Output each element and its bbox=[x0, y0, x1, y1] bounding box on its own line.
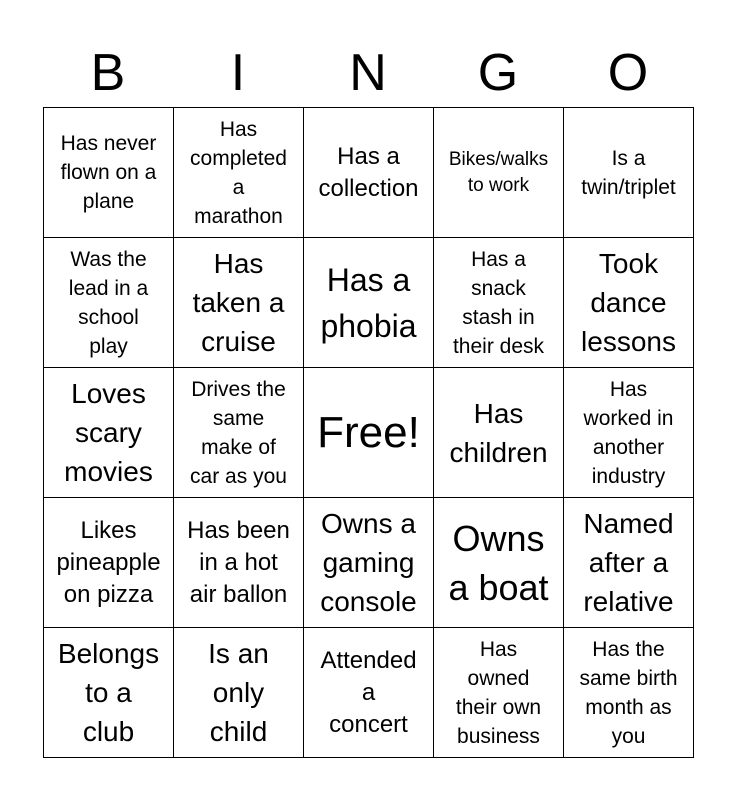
bingo-cell[interactable] bbox=[304, 498, 434, 628]
header-letter-n: N bbox=[349, 44, 387, 102]
cell-text: Has completed a marathon bbox=[190, 117, 287, 228]
bingo-cell[interactable] bbox=[434, 368, 564, 498]
bingo-cell[interactable] bbox=[564, 498, 694, 628]
cell-text: Bikes/walks to work bbox=[448, 148, 549, 196]
cell-text: Has children bbox=[449, 397, 548, 468]
free-space[interactable] bbox=[304, 368, 434, 498]
cell-text: Has taken a cruise bbox=[192, 248, 285, 357]
bingo-cell[interactable] bbox=[44, 498, 174, 628]
cell-text: Drives the same make of car as you bbox=[190, 377, 287, 488]
cell-text: Has owned their own business bbox=[455, 637, 542, 748]
bingo-cell[interactable] bbox=[174, 628, 304, 758]
cell-text: Was the lead in a school play bbox=[68, 247, 149, 358]
bingo-cell[interactable] bbox=[564, 238, 694, 368]
header-letter-g: G bbox=[477, 44, 519, 102]
bingo-cell[interactable] bbox=[44, 628, 174, 758]
bingo-cell[interactable] bbox=[434, 238, 564, 368]
bingo-cell[interactable] bbox=[174, 368, 304, 498]
header-letter-b: B bbox=[90, 44, 126, 102]
header-letter-i: I bbox=[230, 44, 246, 102]
free-space-text: Free! bbox=[317, 407, 420, 457]
bingo-cell[interactable] bbox=[564, 368, 694, 498]
bingo-cell[interactable] bbox=[174, 238, 304, 368]
bingo-cell[interactable] bbox=[304, 238, 434, 368]
cell-text: Has a phobia bbox=[320, 261, 417, 344]
bingo-cell[interactable] bbox=[434, 628, 564, 758]
bingo-cell[interactable] bbox=[44, 238, 174, 368]
cell-text: Attended a concert bbox=[320, 646, 417, 738]
cell-text: Named after a relative bbox=[583, 508, 674, 617]
cell-text: Has a snack stash in their desk bbox=[452, 247, 545, 358]
cell-text: Likes pineapple on pizza bbox=[56, 516, 161, 608]
bingo-cell[interactable] bbox=[174, 108, 304, 238]
header-letter-o: O bbox=[607, 44, 649, 102]
bingo-cell[interactable] bbox=[174, 498, 304, 628]
bingo-cell[interactable] bbox=[564, 628, 694, 758]
cell-text: Is an only child bbox=[208, 638, 269, 747]
cell-text: Has worked in another industry bbox=[583, 377, 674, 488]
bingo-board bbox=[43, 107, 694, 758]
bingo-cell[interactable] bbox=[564, 108, 694, 238]
bingo-cell[interactable] bbox=[44, 368, 174, 498]
cell-text: Has been in a hot air ballon bbox=[187, 516, 290, 608]
cell-text: Has never flown on a plane bbox=[60, 132, 157, 213]
bingo-cell[interactable] bbox=[304, 628, 434, 758]
cell-text: Owns a boat bbox=[448, 517, 549, 608]
cell-text: Took dance lessons bbox=[581, 248, 676, 357]
cell-text: Has a collection bbox=[318, 142, 419, 202]
cell-text: Loves scary movies bbox=[64, 378, 153, 487]
cell-text: Belongs to a club bbox=[57, 638, 160, 747]
cell-text: Is a twin/triplet bbox=[581, 146, 676, 199]
bingo-header bbox=[43, 40, 693, 106]
bingo-cell[interactable] bbox=[434, 108, 564, 238]
bingo-cell[interactable] bbox=[44, 108, 174, 238]
bingo-cell[interactable] bbox=[304, 108, 434, 238]
cell-text: Has the same birth month as you bbox=[579, 637, 678, 748]
bingo-cell[interactable] bbox=[434, 498, 564, 628]
cell-text: Owns a gaming console bbox=[320, 508, 417, 617]
